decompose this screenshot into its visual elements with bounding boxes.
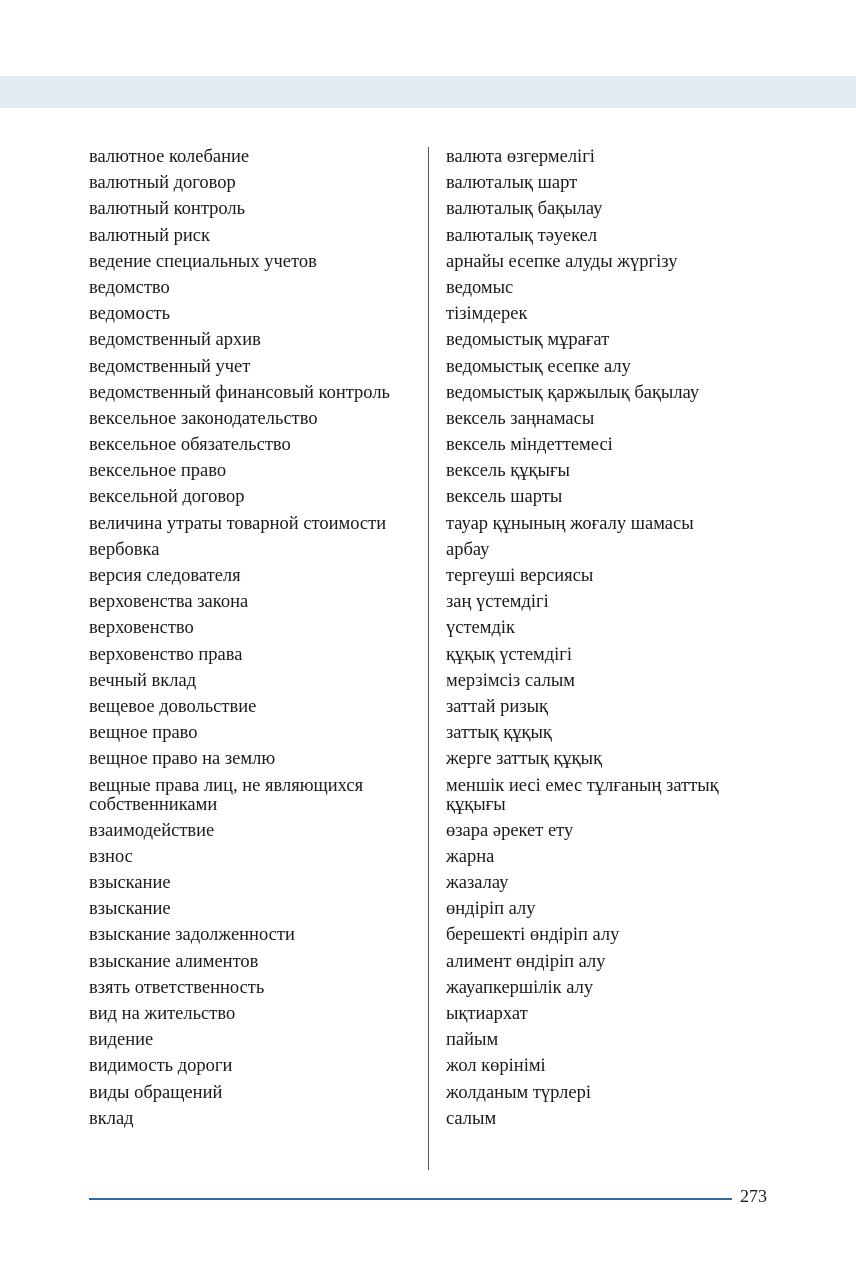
term-kz: тауар құнының жоғалу шамасы bbox=[446, 513, 694, 534]
term-ru: взыскание алиментов bbox=[89, 951, 259, 972]
term-kz: жолданым түрлері bbox=[446, 1082, 592, 1103]
term-ru: версия следователя bbox=[89, 566, 241, 586]
term-ru: верховенство bbox=[89, 618, 194, 639]
page-number: 273 bbox=[740, 1186, 767, 1206]
term-ru: вексельное обязательство bbox=[89, 435, 291, 456]
term-ru: вещное право bbox=[89, 723, 198, 744]
russian-terms-column bbox=[89, 148, 419, 1136]
term-ru: ведомость bbox=[89, 304, 171, 325]
term-ru: ведение специальных учетов bbox=[89, 251, 317, 272]
term-ru: вечный вклад bbox=[89, 670, 197, 691]
term-kz: тізімдерек bbox=[446, 304, 528, 325]
column-divider bbox=[428, 147, 429, 1170]
term-kz: өндіріп алу bbox=[446, 899, 536, 920]
term-ru: валютный риск bbox=[89, 225, 210, 246]
term-kz: вексель құқығы bbox=[446, 461, 570, 482]
term-kz: вексель заңнамасы bbox=[446, 408, 595, 429]
term-ru: вексельное право bbox=[89, 461, 227, 482]
term-kz: вексель міндеттемесі bbox=[446, 435, 613, 456]
term-ru: вещевое довольствие bbox=[89, 696, 257, 717]
term-kz: ведомыстық есепке алу bbox=[446, 356, 631, 377]
term-kz: арбау bbox=[446, 539, 490, 560]
term-kz: жауапкершілік алу bbox=[446, 977, 594, 998]
term-ru: величина утраты товарной стоимости bbox=[89, 513, 387, 534]
term-kz: заң үстемдігі bbox=[446, 592, 549, 613]
term-ru: верховенства закона bbox=[89, 592, 249, 613]
term-ru: ведомство bbox=[89, 277, 170, 298]
term-kz: өзара әрекет ету bbox=[446, 820, 574, 841]
term-kz: ведомыс bbox=[446, 277, 514, 298]
term-kz: тергеуші версиясы bbox=[446, 566, 594, 586]
term-kz: валюталық шарт bbox=[446, 173, 578, 194]
term-kz: пайым bbox=[446, 1030, 499, 1051]
term-ru: ведомственный финансовый контроль bbox=[89, 382, 390, 403]
term-kz: ықтиархат bbox=[446, 1004, 528, 1024]
term-ru: взнос bbox=[89, 846, 133, 867]
term-kz: валюта өзгермелігі bbox=[446, 147, 595, 167]
term-kz: заттық құқық bbox=[446, 723, 552, 744]
header-band bbox=[0, 76, 856, 108]
term-kz: вексель шарты bbox=[446, 487, 563, 508]
term-ru: взыскание bbox=[89, 899, 171, 920]
term-kz: мерзімсіз салым bbox=[446, 670, 576, 691]
kazakh-terms-column bbox=[446, 148, 776, 1136]
footer-rule bbox=[89, 1198, 732, 1200]
term-ru: взять ответственность bbox=[89, 977, 265, 998]
term-kz: жерге заттық құқық bbox=[446, 749, 603, 770]
term-kz: ведомыстық қаржылық бақылау bbox=[446, 382, 700, 403]
term-kz: жарна bbox=[446, 846, 495, 867]
term-ru: ведомственный учет bbox=[89, 356, 251, 377]
term-ru: взыскание задолженности bbox=[89, 925, 295, 946]
term-ru: виды обращений bbox=[89, 1082, 223, 1103]
term-ru: видимость дороги bbox=[89, 1056, 233, 1077]
term-ru: вексельной договор bbox=[89, 487, 245, 508]
term-kz: жол көрінімі bbox=[446, 1056, 546, 1077]
term-ru: видение bbox=[89, 1030, 154, 1051]
term-ru: верховенство права bbox=[89, 644, 243, 665]
term-kz: валюталық тәуекел bbox=[446, 225, 598, 246]
term-kz: алимент өндіріп алу bbox=[446, 951, 606, 972]
term-kz: үстемдік bbox=[446, 618, 516, 639]
term-ru: валютный контроль bbox=[89, 199, 246, 220]
term-ru: вклад bbox=[89, 1108, 134, 1129]
term-kz: заттай ризық bbox=[446, 696, 549, 717]
term-kz: валюталық бақылау bbox=[446, 199, 603, 220]
term-ru: ведомственный архив bbox=[89, 330, 261, 351]
term-ru: вещные права лиц, не являющихся собственниками bbox=[89, 775, 364, 815]
term-ru: взыскание bbox=[89, 873, 171, 894]
term-kz: берешекті өндіріп алу bbox=[446, 925, 620, 946]
term-kz: арнайы есепке алуды жүргізу bbox=[446, 251, 678, 272]
term-ru: вексельное законодательство bbox=[89, 408, 318, 429]
term-kz: меншік иесі емес тұлғаның заттық құқығы bbox=[446, 775, 719, 815]
term-ru: вербовка bbox=[89, 539, 160, 560]
term-ru: валютный договор bbox=[89, 173, 236, 194]
term-kz: жазалау bbox=[446, 873, 509, 894]
term-kz: салым bbox=[446, 1108, 497, 1129]
term-kz: құқық үстемдігі bbox=[446, 644, 573, 665]
term-kz: ведомыстық мұрағат bbox=[446, 330, 610, 351]
term-ru: валютное колебание bbox=[89, 147, 250, 167]
term-ru: взаимодействие bbox=[89, 820, 215, 841]
term-ru: вещное право на землю bbox=[89, 749, 276, 770]
term-ru: вид на жительство bbox=[89, 1004, 236, 1024]
